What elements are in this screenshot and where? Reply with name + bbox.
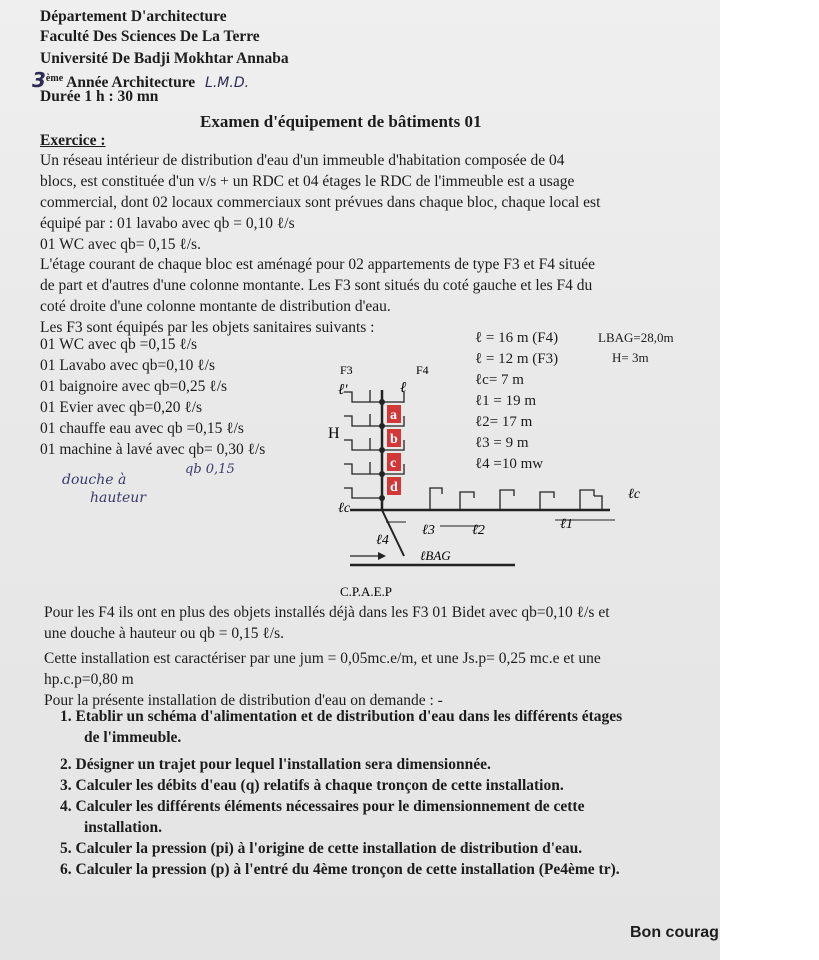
section-d-label: d [390,480,398,495]
f4-line: Cette installation est caractériser par une jum = 0,05mc.e/m, et une Js.p= 0,25 mc.e et une [44,650,601,667]
year-superscript: ème [45,72,64,84]
f3-equipment-list [40,334,265,460]
f4-paragraph [44,602,610,711]
l2-label: ℓ2 [472,523,485,538]
year-number: 3 [32,68,46,92]
section-c-label: c [390,456,397,471]
year-text: Année Architecture [66,74,196,91]
f4-line: une douche à hauteur ou qb = 0,15 ℓ/s. [44,625,285,642]
intro-line: 01 WC avec qb= 0,15 ℓ/s. [40,236,201,253]
floor-height-symbol: H [328,425,340,442]
question-item [60,859,622,880]
faculty-line: Faculté Des Sciences De La Terre [40,28,260,45]
question-text: Calculer les différents éléments nécessaires pour le dimensionnement de cette [75,798,585,815]
flow-arrow-head [378,552,386,560]
intro-paragraph [40,150,600,255]
other-risers [430,488,602,510]
intro-line: Un réseau intérieur de distribution d'eau d'un immeuble d'habitation composée de 04 [40,152,565,169]
question-number: 2. [60,756,72,773]
closing-note: Bon courag [630,924,719,941]
l3-label: ℓ3 [422,523,435,538]
question-number: 1. [60,708,72,725]
floor-height-value: H= 3m [612,350,649,365]
question-item [60,796,622,838]
f4-line: hp.c.p=0,80 m [44,671,134,688]
floor-paragraph [40,254,595,338]
intro-line: blocs, est constituée d'un v/s + un RDC et 04 étages le RDC de l'immeuble est a usage [40,173,575,190]
question-item [60,775,622,796]
duration-line: Durée 1 h : 30 mn [40,88,159,105]
floor-line: coté droite d'une colonne montante de distribution d'eau. [40,298,391,315]
lc-right-label: ℓc [628,487,641,502]
question-number: 4. [60,798,72,815]
question-item [60,754,622,775]
lbag-label: ℓBAG [420,548,451,563]
exercise-heading: Exercice : [40,132,106,149]
question-number: 6. [60,861,72,878]
l-prime-label: ℓ' [338,382,348,398]
l4-label: ℓ4 [376,533,389,548]
l1-label: ℓ1 [560,517,573,532]
equipment-item: 01 machine à lavé avec qb= 0,30 ℓ/s [40,441,266,458]
section-a-label: a [390,408,397,423]
question-continuation: installation. [84,819,162,836]
handwritten-note-line2: hauteur [90,490,146,506]
exam-title: Examen d'équipement de bâtiments 01 [200,112,482,131]
segment-dimensions [386,520,615,526]
question-continuation: de l'immeuble. [84,729,182,746]
equipment-item: 01 chauffe eau avec qb =0,15 ℓ/s [40,420,244,437]
diagram-caption: C.P.A.E.P [340,584,393,599]
section-b-label: b [390,432,398,447]
handwritten-note-line1: douche à [62,472,127,488]
question-number: 3. [60,777,72,794]
university-line: Université De Badji Mokhtar Annaba [40,50,289,67]
length-item: ℓ2= 17 m [475,414,533,430]
question-item [60,838,622,859]
length-item: ℓ4 =10 mw [475,456,544,472]
handwritten-note-qb: qb 0,15 [185,462,235,477]
question-number: 5. [60,840,72,857]
f4-line: Pour les F4 ils ont en plus des objets installés déjà dans les F3 01 Bidet avec qb=0,10 ℓ/s et [44,604,610,621]
length-item: ℓ3 = 9 m [475,435,529,451]
question-text: Etablir un schéma d'alimentation et de distribution d'eau dans les différents étages [75,708,623,725]
equipment-item: 01 baignoire avec qb=0,25 ℓ/s [40,378,228,395]
equipment-item: 01 Evier avec qb=0,20 ℓ/s [40,399,203,416]
f4-line: Pour la présente installation de distribution d'eau on demande : - [44,692,443,709]
f3-label: F3 [340,363,353,377]
equipment-item: 01 WC avec qb =0,15 ℓ/s [40,336,198,353]
lbag-value: LBAG=28,0m [598,330,674,345]
floor-line: L'étage courant de chaque bloc est aménagé pour 02 appartements de type F3 et F4 située [40,256,595,273]
question-text: Calculer les débits d'eau (q) relatifs à chaque tronçon de cette installation. [75,777,564,794]
length-item: ℓ = 12 m (F3) [475,351,559,367]
equipment-item: 01 Lavabo avec qb=0,10 ℓ/s [40,357,215,374]
length-item: ℓ = 16 m (F4) [475,330,559,346]
intro-line: équipé par : 01 lavabo avec qb = 0,10 ℓ/s [40,215,295,232]
f3-floor-branches [344,390,382,498]
year-annotation: L.M.D. [205,75,250,91]
questions-list [60,706,622,880]
intro-line: commercial, dont 02 locaux commerciaux sont prévues dans chaque bloc, chaque local est [40,194,601,211]
question-item [60,706,622,748]
length-item: ℓc= 7 m [475,372,524,388]
question-text: Calculer la pression (p) à l'entré du 4ème tronçon de cette installation (Pe4ème tr). [75,861,620,878]
question-text: Désigner un trajet pour lequel l'installation sera dimensionnée. [75,756,491,773]
f4-label: F4 [416,363,429,377]
floor-line: Les F3 sont équipés par les objets sanitaires suivants : [40,319,375,336]
l-label: ℓ [400,380,407,396]
question-text: Calculer la pression (pi) à l'origine de cette installation de distribution d'eau. [75,840,583,857]
department-line: Département D'architecture [40,8,227,25]
lc-left-label: ℓc [338,501,351,516]
distribution-diagram [310,360,700,600]
floor-line: de part et d'autres d'une colonne montante. Les F3 sont situés du coté gauche et les F4 du [40,277,593,294]
length-item: ℓ1 = 19 m [475,393,537,409]
